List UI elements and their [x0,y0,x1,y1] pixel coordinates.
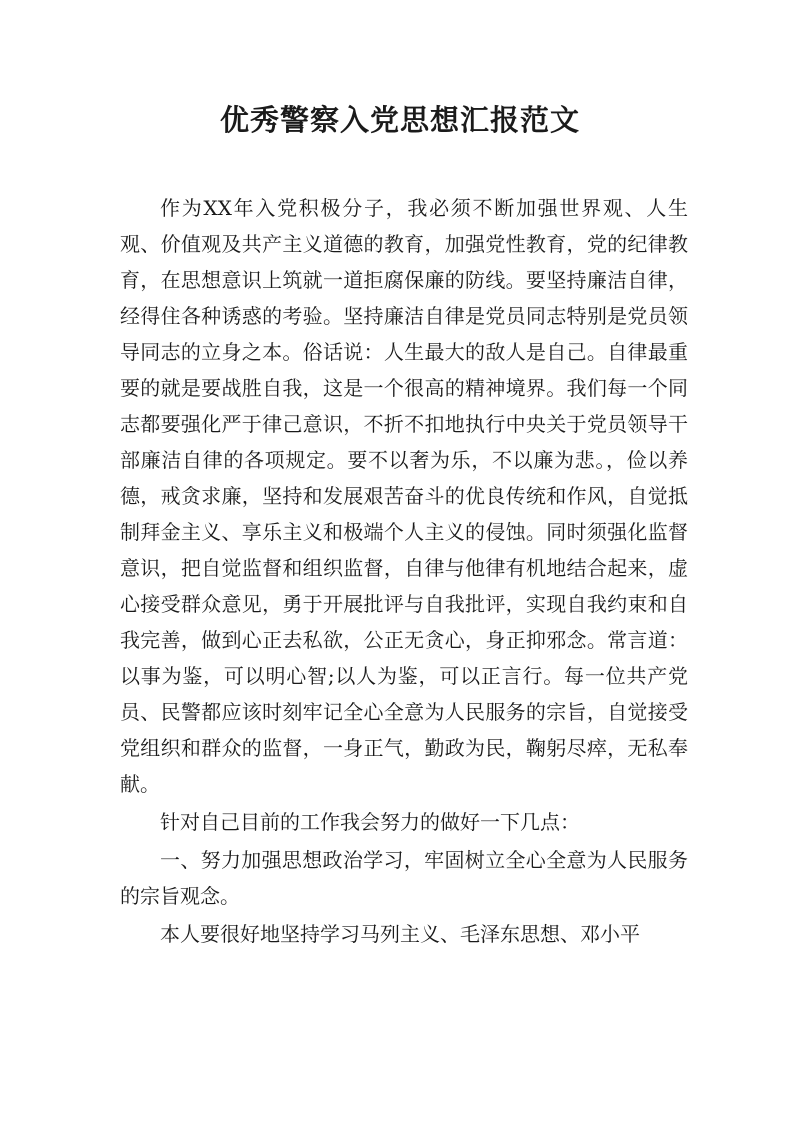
paragraph-integrity: 作为XX年入党积极分子，我必须不断加强世界观、人生观、价值观及共产主义道德的教育，加强党性教育，党的纪律教育，在思想意识上筑就一道拒腐保廉的防线。要坚持廉洁自律，经得住各种诱惑的考验。坚持廉洁自律是党员同志特别是党员领导同志的立身之本。俗话说：人生最大的敌人是自己。自律最重要的就是要战胜自我，这是一个很高的精神境界。我们每一个同志都要强化严于律己意识，不折不扣地执行中央关于党员领导干部廉洁自律的各项规定。要不以奢为乐，不以廉为悲。，俭以养德，戒贪求廉，坚持和发展艰苦奋斗的优良传统和作风，自觉抵制拜金主义、享乐主义和极端个人主义的侵蚀。同时须强化监督意识，把自觉监督和组织监督，自律与他律有机地结合起来，虚心接受群众意见，勇于开展批评与自我批评，实现自我约束和自我完善，做到心正去私欲，公正无贪心，身正抑邪念。常言道：以事为鉴，可以明心智;以人为鉴，可以正言行。每一位共产党员、民警都应该时刻牢记全心全意为人民服务的宗旨，自觉接受党组织和群众的监督，一身正气，勤政为民，鞠躬尽瘁，无私奉献。 [120,196,688,796]
paragraph-study: 本人要很好地坚持学习马列主义、毛泽东思想、邓小平 [160,922,640,946]
document-body [120,190,688,952]
document-title: 优秀警察入党思想汇报范文 [219,103,580,137]
paragraph-point-one: 一、努力加强思想政治学习，牢固树立全心全意为人民服务的宗旨观念。 [120,848,688,908]
paragraph-work-intro: 针对自己目前的工作我会努力的做好一下几点： [160,810,580,834]
